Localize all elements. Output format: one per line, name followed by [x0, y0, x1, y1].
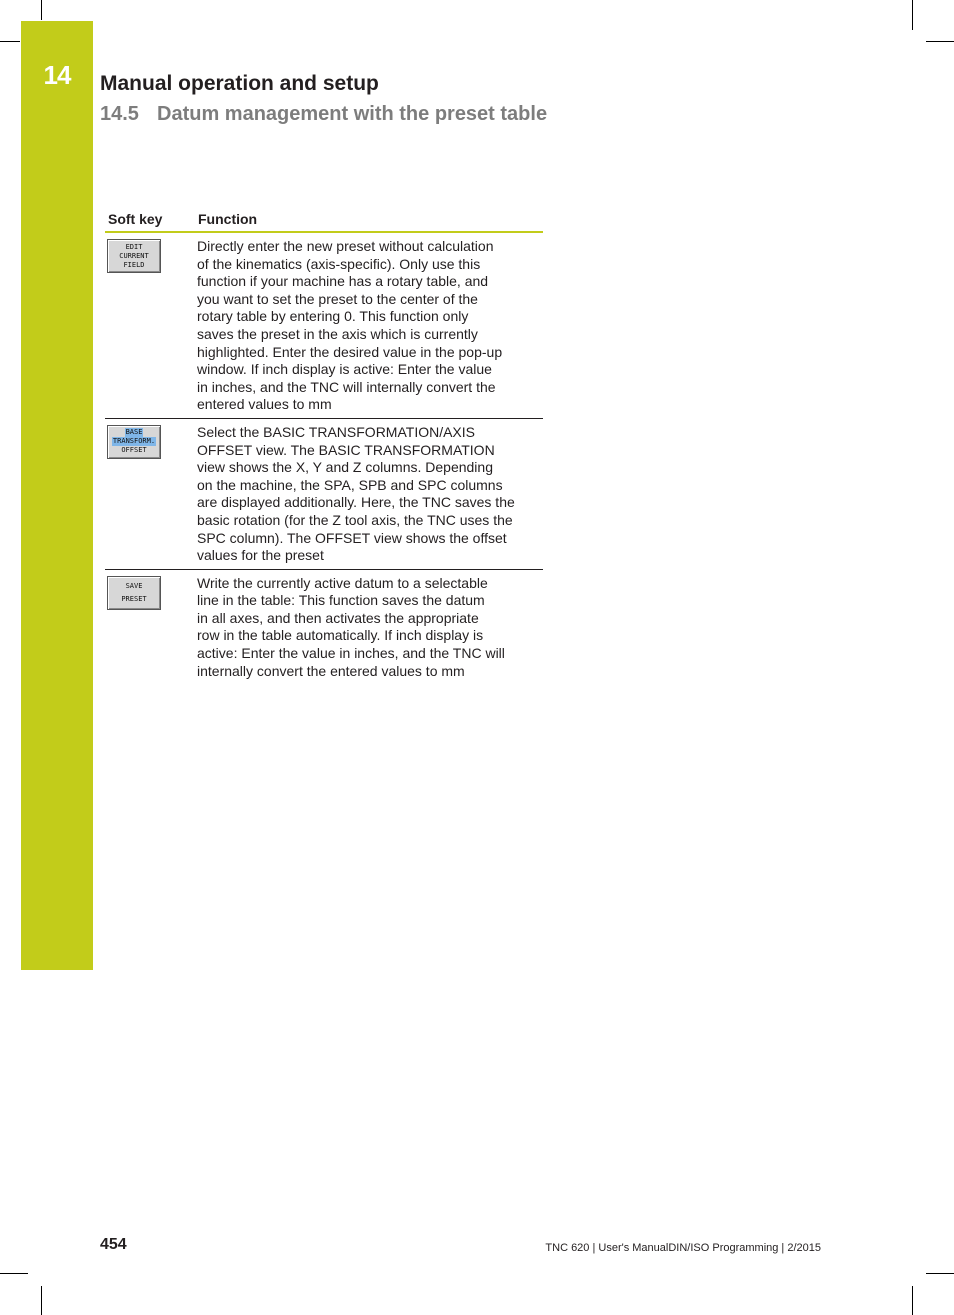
save-preset-softkey [107, 576, 161, 610]
chapter-number: 14 [43, 60, 71, 90]
table-header [105, 209, 543, 233]
section-number: 14.5 [100, 103, 139, 125]
softkey-cell [105, 423, 197, 565]
crop-mark [912, 0, 913, 30]
column-header-function: Function [198, 211, 258, 227]
footer-text: TNC 620 | User's ManualDIN/ISO Programming | 2/2015 [545, 1242, 821, 1254]
softkey-label-line: BASE [125, 428, 143, 437]
softkey-label-line: TRANSFORM. [112, 437, 156, 446]
function-description: Directly enter the new preset without calculation of the kinematics (axis-specific). Only use this function if your machine has a rotary table, and you want to set the preset to the center of the rotary table by entering 0. This function only saves the preset in the axis which is currently highlighted. Enter the desired value in the pop-up window. If inch display is active: Enter the value in inches, and the TNC will internally convert the entered values to mm [197, 238, 503, 413]
crop-mark [0, 41, 20, 42]
chapter-title: Manual operation and setup [100, 72, 379, 95]
softkey-cell [105, 574, 197, 681]
table-row [105, 570, 543, 685]
crop-mark [926, 1273, 954, 1274]
softkey-label-line: FIELD [123, 260, 145, 269]
crop-mark [41, 1286, 42, 1315]
softkey-label-line: SAVE [125, 581, 143, 590]
softkey-label-line: OFFSET [121, 446, 147, 455]
crop-mark [41, 0, 42, 20]
edit-current-field-softkey [107, 239, 161, 273]
function-description: Select the BASIC TRANSFORMATION/AXIS OFFSET view. The BASIC TRANSFORMATION view shows the X, Y and Z columns. Depending on the machine, the SPA, SPB and SPC columns are displayed additionally. Here, the TNC saves the basic rotation (for the Z tool axis, the TNC uses the SPC column). The OFFSET view shows the offset values for the preset [197, 423, 515, 564]
function-description: Write the currently active datum to a selectable line in the table: This function saves the datum in all axes, and then activates the appropriate row in the table automatically. If inch display is active: Enter the value in inches, and the TNC will internally convert the entered values to mm [197, 574, 505, 679]
crop-mark [912, 1286, 913, 1315]
column-header-softkey: Soft key [108, 211, 163, 227]
softkey-cell [105, 237, 197, 414]
section-title [100, 103, 547, 126]
softkey-label-line: PRESET [121, 594, 147, 603]
base-transform-offset-softkey [107, 425, 161, 459]
table-row [105, 419, 543, 570]
crop-mark [0, 1273, 28, 1274]
softkey-label-line: EDIT [125, 242, 143, 251]
table-row [105, 233, 543, 419]
softkey-label-line: CURRENT [119, 251, 149, 260]
crop-mark [926, 41, 954, 42]
page-number: 454 [100, 1236, 127, 1253]
chapter-sidebar [21, 21, 93, 970]
softkey-table [105, 209, 543, 684]
section-title-text: Datum management with the preset table [157, 103, 548, 125]
